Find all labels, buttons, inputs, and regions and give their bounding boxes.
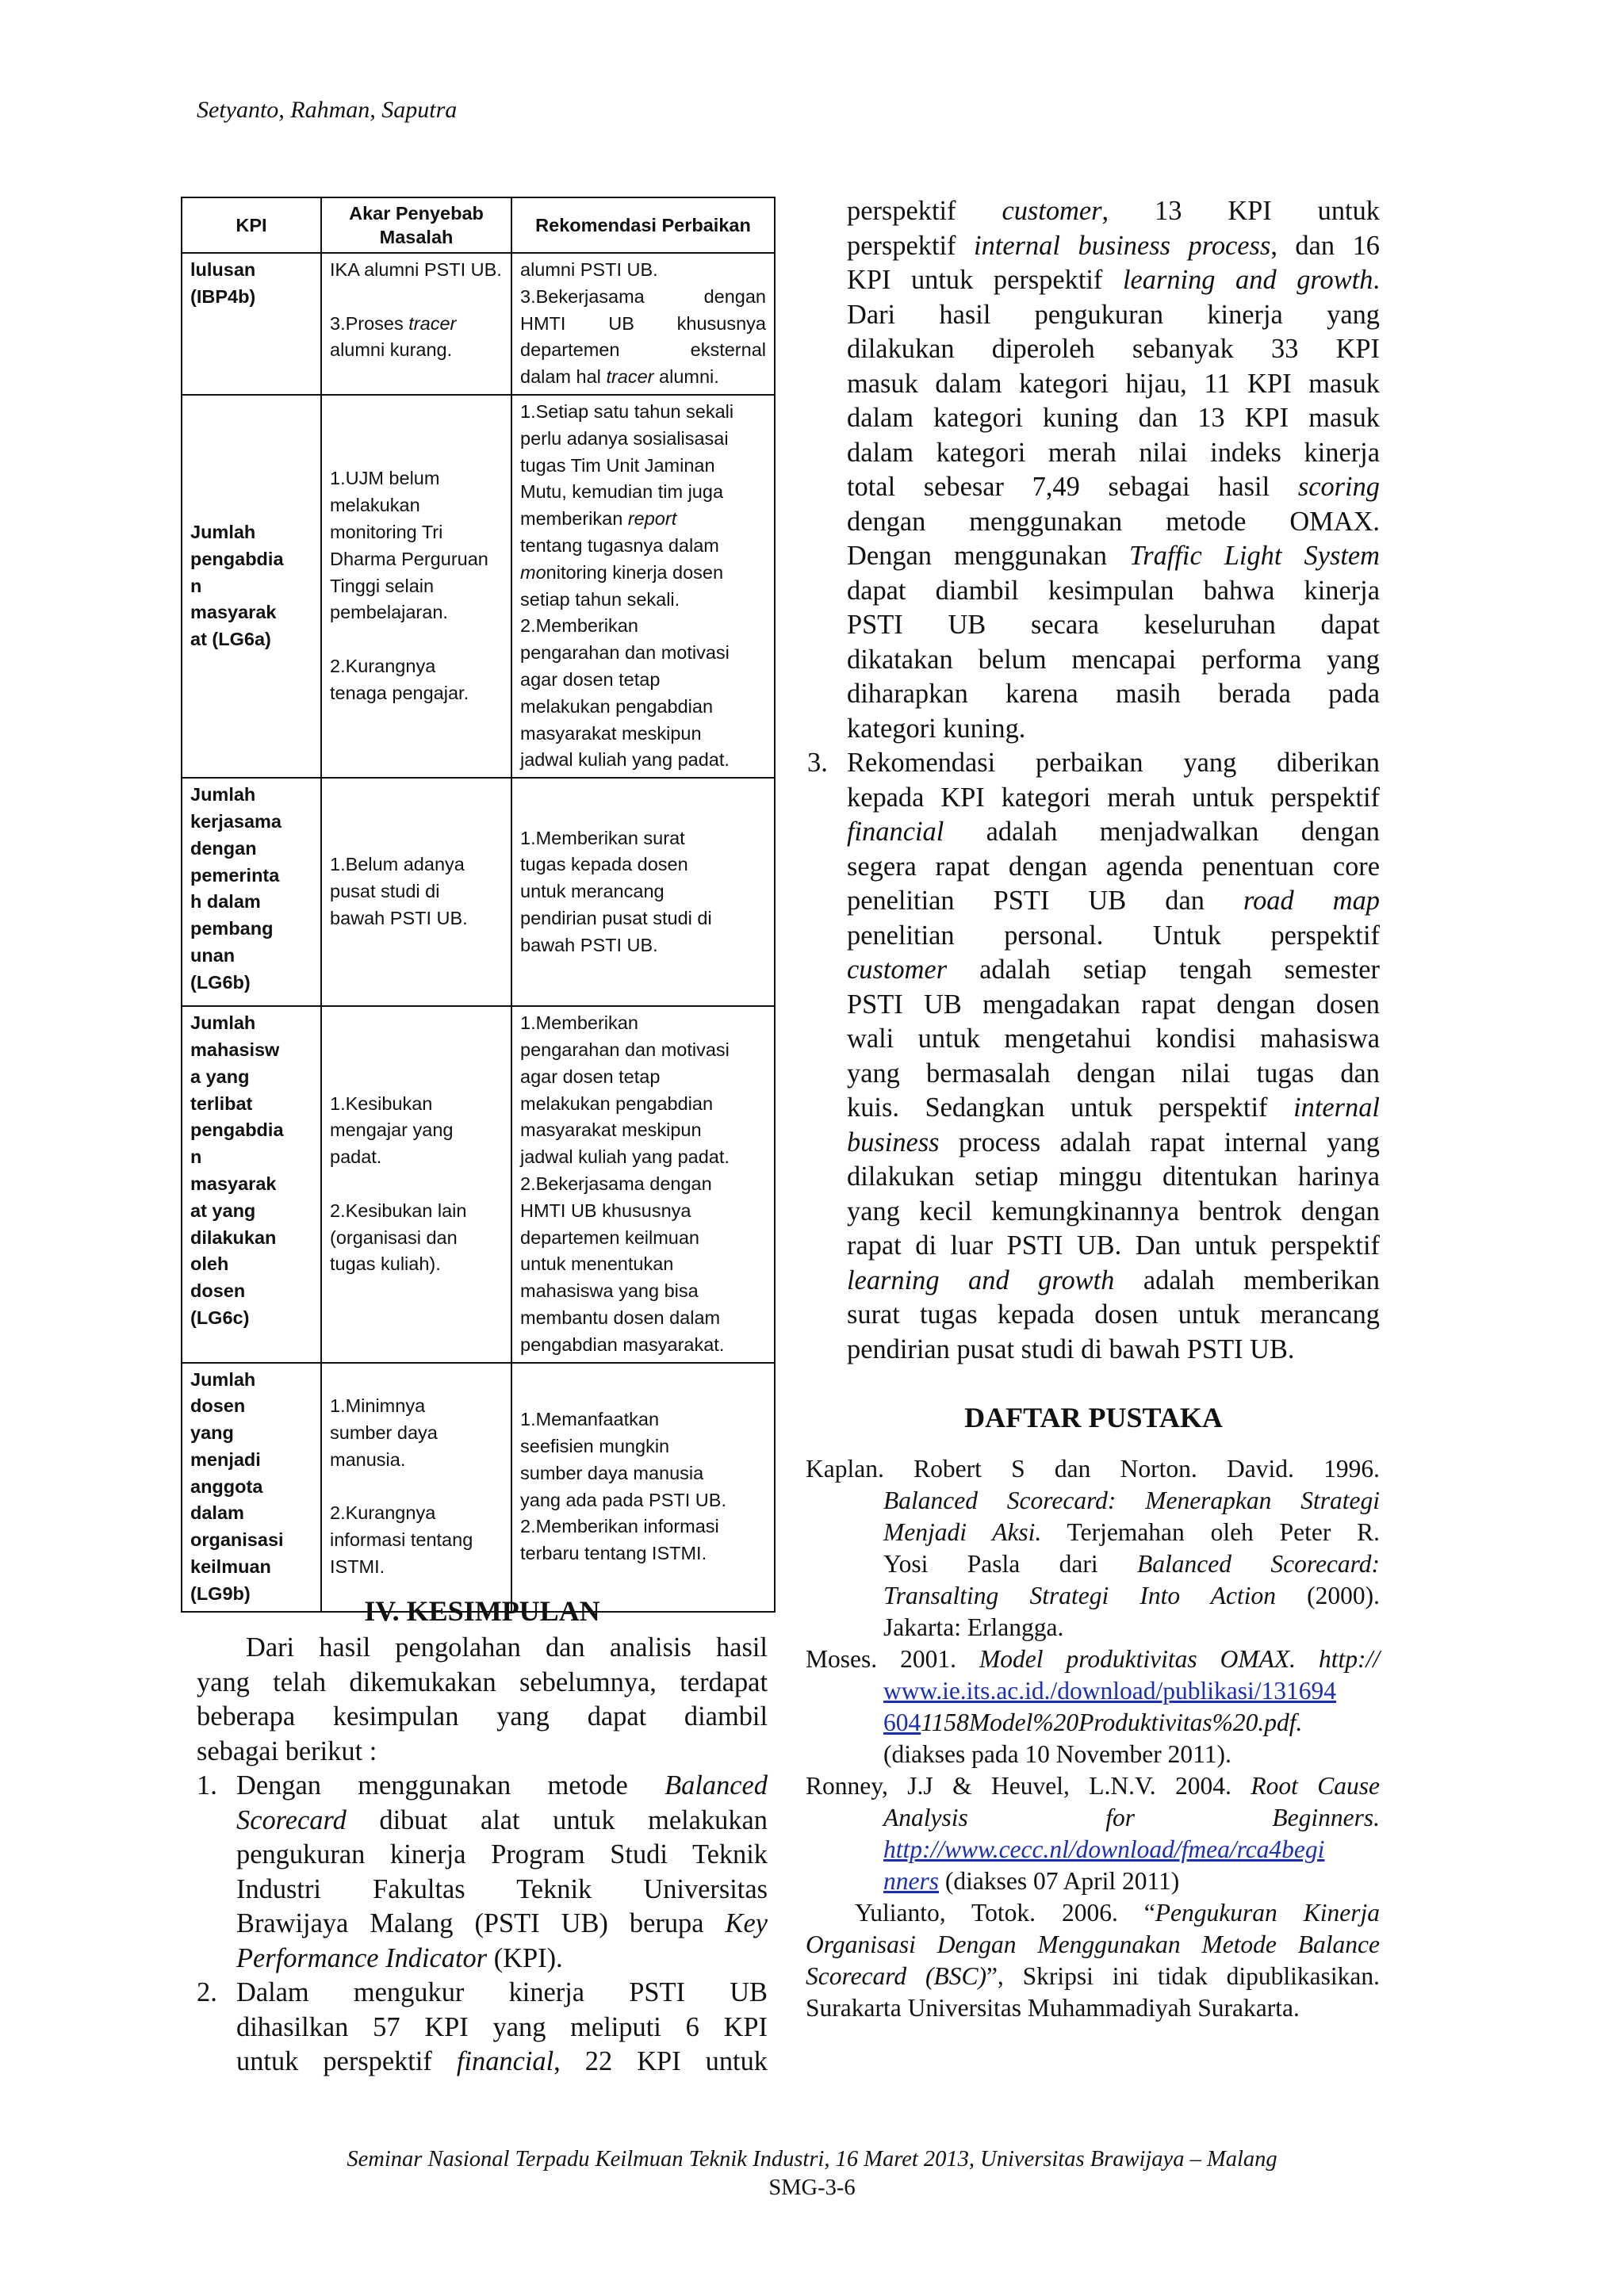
text-line: dalam kategori merah nilai indeks kinerja: [847, 437, 1380, 468]
text-line: dilakukan diperoleh sebanyak 33 KPI: [847, 334, 1380, 364]
conclusion-section-left: [197, 1594, 768, 2080]
conclusion-item-2: 2. Dalam mengukur kinerja PSTI UB dihasilkan 57 KPI yang meliputi 6 KPI untuk perspektif financial, 22 KPI untuk: [197, 1977, 768, 2076]
text-line: financial adalah menjadwalkan dengan: [847, 817, 1380, 847]
text-line: perspektif internal business process, dan 16: [847, 230, 1380, 261]
text-line: kepada KPI kategori merah untuk perspektif: [847, 782, 1380, 813]
text-line: yang bermasalah dengan nilai tugas dan: [847, 1058, 1380, 1089]
kpi-cell: Jumlah dosen yang menjadi anggota dalam organisasi keilmuan (LG9b): [182, 1363, 321, 1612]
text-line: PSTI UB mengadakan rapat dengan dosen: [847, 989, 1380, 1020]
text-line: penelitian PSTI UB dan road map: [847, 886, 1380, 916]
text-line: segera rapat dengan agenda penentuan core: [847, 851, 1380, 882]
text-line: pendirian pusat studi di bawah PSTI UB.: [847, 1334, 1295, 1364]
reference-link[interactable]: www.ie.its.ac.id./download/publikasi/131694: [883, 1676, 1337, 1705]
text-line: KPI untuk perspektif learning and growth.: [847, 265, 1380, 295]
text-line: surat tugas kepada dosen untuk merancang: [847, 1299, 1380, 1330]
text-line: perspektif customer, 13 KPI untuk: [847, 196, 1380, 226]
cause-cell: IKA alumni PSTI UB. 3.Proses tracer alumni kurang.: [321, 253, 511, 395]
recommendation-cell: 1.Memanfaatkan seefisien mungkin sumber daya manusia yang ada pada PSTI UB. 2.Memberikan informasi terbaru tentang ISTMI.: [511, 1363, 775, 1612]
conclusion-item-3: 3. Rekomendasi perbaikan yang diberikan kepada KPI kategori merah untuk perspektif financial adalah menjadwalkan dengan segera rapat dengan agenda penentuan core penelitian PSTI UB dan road map penelitian personal. Untuk perspektif customer adalah setiap tengah semester PSTI UB mengadakan rapat dengan dosen wali untuk mengetahui kondisi mahasiswa yang bermasalah dengan nilai tugas dan kuis. Sedangkan untuk perspektif internal business process adalah rapat internal yang dilakukan setiap minggu ditentukan harinya yang kecil kemungkinannya bentrok dengan rapat di luar PSTI UB. Dan untuk perspektif learning and growth adalah memberikan surat tugas kepada dosen untuk merancang pendirian pusat studi di bawah PSTI UB.: [807, 746, 1380, 1367]
section-title-kesimpulan: IV. KESIMPULAN: [364, 1595, 600, 1627]
text-line: total sebesar 7,49 sebagai hasil scoring: [847, 472, 1380, 502]
text-line: dikatakan belum mencapai performa yang: [847, 644, 1380, 675]
text-line: learning and growth adalah memberikan: [847, 1265, 1380, 1295]
reference-link[interactable]: http://www.cecc.nl/download/fmea/rca4begi: [883, 1835, 1325, 1863]
references-title: DAFTAR PUSTAKA: [964, 1402, 1223, 1433]
recommendation-cell: alumni PSTI UB. 3.Bekerjasama dengan HMTI UB khususnya departemen eksternal dalam hal tracer alumni.: [511, 253, 775, 395]
recommendation-cell: 1.Memberikan surat tugas kepada dosen untuk merancang pendirian pusat studi di bawah PSTI UB.: [511, 778, 775, 1006]
text-line: masuk dalam kategori hijau, 11 KPI masuk: [847, 368, 1380, 399]
kpi-table: [181, 197, 776, 1613]
cause-cell: 1.Belum adanya pusat studi di bawah PSTI UB.: [321, 778, 511, 1006]
reference-link[interactable]: nners: [883, 1866, 939, 1895]
conclusion-item-2-continued: [807, 194, 1380, 746]
table-row: [182, 253, 775, 395]
table-row: [182, 1006, 775, 1362]
text-line: PSTI UB secara keseluruhan dapat: [847, 610, 1380, 640]
text-line: Rekomendasi perbaikan yang diberikan: [847, 748, 1380, 778]
table-row: [182, 395, 775, 778]
text-line: dilakukan setiap minggu ditentukan harinya: [847, 1161, 1380, 1192]
text-line: dengan menggunakan metode OMAX.: [847, 506, 1380, 537]
conclusion-intro: Dari hasil pengolahan dan analisis hasil yang telah dikemukakan sebelumnya, terdapat beberapa kesimpulan yang dapat diambil sebagai berikut :: [197, 1632, 768, 1766]
text-line: dapat diambil kesimpulan bahwa kinerja: [847, 575, 1380, 606]
text-line: yang kecil kemungkinannya bentrok dengan: [847, 1196, 1380, 1226]
reference-item: Yulianto, Totok. 2006. “Pengukuran Kinerja Organisasi Dengan Menggunakan Metode Balance Scorecard (BSC)”, Skripsi ini tidak dipublikasikan. Surakarta Universitas Muhammadiyah Surakarta.: [806, 1898, 1381, 2022]
footer-conference: Seminar Nasional Terpadu Keilmuan Teknik Industri, 16 Maret 2013, Universitas Brawijaya – Malang: [347, 2147, 1277, 2172]
reference-item: Moses. 2001. Model produktivitas OMAX. http:// www.ie.its.ac.id./download/publikasi/131694 6041158Model%20Produktivitas%20.pdf. (diakses pada 10 November 2011).: [806, 1644, 1380, 1768]
kpi-cell: Jumlah mahasisw a yang terlibat pengabdia n masyarak at yang dilakukan oleh dosen (LG6c): [182, 1006, 321, 1362]
reference-item: Ronney, J.J & Heuvel, L.N.V. 2004. Root Cause Analysis for Beginners. http://www.cecc.nl/download/fmea/rca4begi nners (diakses 07 April 2011): [806, 1771, 1381, 1895]
running-header-authors: Setyanto, Rahman, Saputra: [197, 97, 458, 123]
text-line: customer adalah setiap tengah semester: [847, 955, 1380, 985]
text-line: dalam kategori kuning dan 13 KPI masuk: [847, 403, 1380, 433]
text-line: wali untuk mengetahui kondisi mahasiswa: [847, 1024, 1380, 1054]
conclusion-item-1: 1. Dengan menggunakan metode Balanced Scorecard dibuat alat untuk melakukan pengukuran kinerja Program Studi Teknik Industri Fakultas Teknik Universitas Brawijaya Malang (PSTI UB) berupa Key Performance Indicator (KPI).: [197, 1770, 768, 1973]
footer-page-id: SMG-3-6: [768, 2175, 856, 2200]
text-line: rapat di luar PSTI UB. Dan untuk perspektif: [847, 1230, 1380, 1261]
cause-cell: 1.Minimnya sumber daya manusia. 2.Kurangnya informasi tentang ISTMI.: [321, 1363, 511, 1612]
header-cause: Akar Penyebab Masalah: [321, 197, 511, 253]
text-line: kategori kuning.: [847, 713, 1026, 744]
text-line: business process adalah rapat internal yang: [847, 1127, 1380, 1158]
text-line: Dari hasil pengukuran kinerja yang: [847, 299, 1380, 330]
recommendation-cell: 1.Setiap satu tahun sekali perlu adanya sosialisasai tugas Tim Unit Jaminan Mutu, kemudian tim juga memberikan report tentang tugasnya dalam monitoring kinerja dosen setiap tahun sekali. 2.Memberikan pengarahan dan motivasi agar dosen tetap melakukan pengabdian masyarakat meskipun jadwal kuliah yang padat.: [511, 395, 775, 778]
right-column: [807, 194, 1380, 2024]
table-row: [182, 1363, 775, 1612]
text-line: kuis. Sedangkan untuk perspektif internal: [847, 1093, 1380, 1123]
kpi-cell: Jumlah pengabdia n masyarak at (LG6a): [182, 395, 321, 778]
header-kpi: KPI: [182, 197, 321, 253]
kpi-cell: lulusan (IBP4b): [182, 253, 321, 395]
cause-cell: 1.Kesibukan mengajar yang padat. 2.Kesibukan lain (organisasi dan tugas kuliah).: [321, 1006, 511, 1362]
table-row: [182, 778, 775, 1006]
text-line: penelitian personal. Untuk perspektif: [847, 920, 1380, 951]
kpi-cell: Jumlah kerjasama dengan pemerinta h dalam pembang unan (LG6b): [182, 778, 321, 1006]
page-footer: [0, 2145, 1624, 2202]
table-header-row: [182, 197, 775, 253]
recommendation-cell: 1.Memberikan pengarahan dan motivasi agar dosen tetap melakukan pengabdian masyarakat meskipun jadwal kuliah yang padat. 2.Bekerjasama dengan HMTI UB khususnya departemen keilmuan untuk menentukan mahasiswa yang bisa membantu dosen dalam pengabdian masyarakat.: [511, 1006, 775, 1362]
reference-link[interactable]: 604: [883, 1708, 921, 1736]
header-recommendation: Rekomendasi Perbaikan: [511, 197, 775, 253]
text-line: Dengan menggunakan Traffic Light System: [847, 541, 1380, 571]
cause-cell: 1.UJM belum melakukan monitoring Tri Dharma Perguruan Tinggi selain pembelajaran. 2.Kurangnya tenaga pengajar.: [321, 395, 511, 778]
reference-item: Kaplan. Robert S dan Norton. David. 1996. Balanced Scorecard: Menerapkan Strategi Menjadi Aksi. Terjemahan oleh Peter R. Yosi Pasla dari Balanced Scorecard: Transalting Strategi Into Action (2000). Jakarta: Erlangga.: [806, 1454, 1381, 1641]
text-line: diharapkan karena masih berada pada: [847, 679, 1380, 709]
